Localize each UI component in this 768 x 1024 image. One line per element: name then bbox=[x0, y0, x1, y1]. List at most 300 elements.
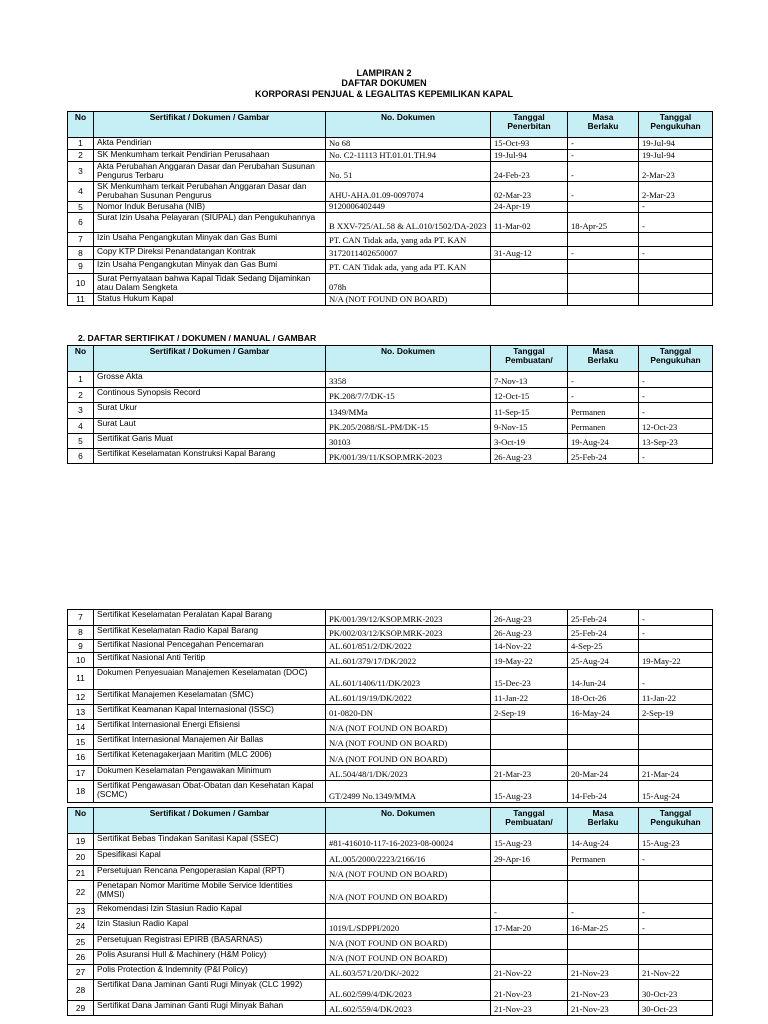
cell-date-endorsed bbox=[639, 866, 713, 881]
table-row bbox=[68, 935, 713, 950]
cell-document-name: Surat Pernyataan bahwa Kapal Tidak Sedang Dijaminkan atau Dalam Sengketa bbox=[94, 274, 326, 294]
table-row bbox=[68, 735, 713, 750]
cell-validity bbox=[568, 294, 639, 306]
cell-document-number: No. 51 bbox=[326, 162, 491, 182]
table-header-row bbox=[68, 808, 713, 834]
cell-date-endorsed: 2-Mar-23 bbox=[639, 162, 713, 182]
cell-document-number: AL.601/19/19/DK/2022 bbox=[326, 690, 491, 705]
col-header-doc-number: No. Dokumen bbox=[326, 808, 491, 834]
cell-date-endorsed: - bbox=[639, 904, 713, 919]
cell-no: 8 bbox=[68, 247, 94, 260]
cell-date-issued: 24-Feb-23 bbox=[491, 162, 568, 182]
cell-date-endorsed bbox=[639, 950, 713, 965]
cell-validity bbox=[568, 274, 639, 294]
cell-no: 27 bbox=[68, 965, 94, 980]
cell-date-issued: 15-Aug-23 bbox=[491, 781, 568, 803]
table-row bbox=[68, 866, 713, 881]
cell-document-name: Sertifikat Pengawasan Obat-Obatan dan Kesehatan Kapal (SCMC) bbox=[94, 781, 326, 803]
cell-date-issued: 02-Mar-23 bbox=[491, 182, 568, 202]
cell-no: 2 bbox=[68, 150, 94, 162]
cell-document-name: Sertifikat Keamanan Kapal Internasional (ISSC) bbox=[94, 705, 326, 720]
cell-document-number: AL.601/851/2/DK/2022 bbox=[326, 640, 491, 653]
cell-document-number: 1349/MMa bbox=[326, 403, 491, 419]
cell-date-issued: 24-Apr-19 bbox=[491, 202, 568, 213]
cell-document-name: Persetujuan Rencana Pengoperasian Kapal (RPT) bbox=[94, 866, 326, 881]
cell-validity: 14-Feb-24 bbox=[568, 781, 639, 803]
cell-document-name: Sertifikat Keselamatan Radio Kapal Barang bbox=[94, 626, 326, 640]
cell-document-number: No 68 bbox=[326, 138, 491, 150]
cell-no: 10 bbox=[68, 274, 94, 294]
cell-date-issued bbox=[491, 950, 568, 965]
table-sertifikat-3 bbox=[67, 807, 713, 1016]
cell-document-number: PK.208/7/7/DK-15 bbox=[326, 388, 491, 403]
cell-document-number: AL.602/559/4/DK/2023 bbox=[326, 1001, 491, 1016]
table-row bbox=[68, 434, 713, 449]
cell-date-issued: 26-Aug-23 bbox=[491, 449, 568, 464]
cell-document-name: Izin Usaha Pengangkutan Minyak dan Gas Bumi bbox=[94, 233, 326, 247]
cell-document-name: Polis Asuransi Hull & Machinery (H&M Policy) bbox=[94, 950, 326, 965]
cell-document-number: #81-416010-117-16-2023-08-00024 bbox=[326, 834, 491, 850]
cell-no: 12 bbox=[68, 690, 94, 705]
cell-document-number: PT. CAN Tidak ada, yang ada PT. KAN bbox=[326, 233, 491, 247]
cell-document-number: N/A (NOT FOUND ON BOARD) bbox=[326, 720, 491, 735]
table-row bbox=[68, 247, 713, 260]
cell-document-name: Spesifikasi Kapal bbox=[94, 850, 326, 866]
table-row bbox=[68, 904, 713, 919]
cell-no: 11 bbox=[68, 668, 94, 690]
col-header-date1: Tanggal Pembuatan/ bbox=[491, 346, 568, 372]
cell-no: 15 bbox=[68, 735, 94, 750]
col-header-name: Sertifikat / Dokumen / Gambar bbox=[94, 112, 326, 138]
table-row bbox=[68, 202, 713, 213]
cell-document-name: Surat Izin Usaha Pelayaran (SIUPAL) dan Pengukuhannya bbox=[94, 213, 326, 233]
cell-date-endorsed: 15-Aug-24 bbox=[639, 781, 713, 803]
cell-validity: 18-Oct-26 bbox=[568, 690, 639, 705]
cell-date-issued: 21-Nov-23 bbox=[491, 1001, 568, 1016]
cell-date-endorsed: 21-Nov-22 bbox=[639, 965, 713, 980]
cell-document-name: Copy KTP Direksi Penandatangan Kontrak bbox=[94, 247, 326, 260]
cell-no: 24 bbox=[68, 919, 94, 935]
cell-date-endorsed bbox=[639, 294, 713, 306]
cell-document-number: 3172011402650007 bbox=[326, 247, 491, 260]
col-header-doc-number: No. Dokumen bbox=[326, 112, 491, 138]
cell-validity: Permanen bbox=[568, 419, 639, 434]
cell-document-name: Sertifikat Ketenagakerjaan Maritim (MLC 2006) bbox=[94, 750, 326, 766]
cell-validity bbox=[568, 202, 639, 213]
cell-date-issued: 21-Mar-23 bbox=[491, 766, 568, 781]
cell-validity: 19-Aug-24 bbox=[568, 434, 639, 449]
cell-validity: 16-May-24 bbox=[568, 705, 639, 720]
cell-no: 19 bbox=[68, 834, 94, 850]
cell-no: 9 bbox=[68, 640, 94, 653]
cell-document-number: N/A (NOT FOUND ON BOARD) bbox=[326, 735, 491, 750]
cell-date-issued: 15-Aug-23 bbox=[491, 834, 568, 850]
cell-date-endorsed: - bbox=[639, 919, 713, 935]
cell-date-issued: 7-Nov-13 bbox=[491, 372, 568, 388]
cell-no: 14 bbox=[68, 720, 94, 735]
col-header-date1: Tanggal Pembuatan/ bbox=[491, 808, 568, 834]
cell-document-number: GT/2499 No.1349/MMA bbox=[326, 781, 491, 803]
table-row bbox=[68, 372, 713, 388]
col-header-date1: Tanggal Penerbitan bbox=[491, 112, 568, 138]
cell-document-number: 9120006402449 bbox=[326, 202, 491, 213]
table-row bbox=[68, 720, 713, 735]
cell-no: 16 bbox=[68, 750, 94, 766]
cell-validity bbox=[568, 866, 639, 881]
table-sertifikat-1 bbox=[67, 345, 713, 464]
cell-date-endorsed: 19-May-22 bbox=[639, 653, 713, 668]
table-row bbox=[68, 881, 713, 904]
cell-document-number: AL.601/1406/11/DK/2023 bbox=[326, 668, 491, 690]
table-row bbox=[68, 213, 713, 233]
cell-validity: 14-Aug-24 bbox=[568, 834, 639, 850]
table-korporasi bbox=[67, 111, 713, 306]
cell-no: 3 bbox=[68, 403, 94, 419]
cell-validity bbox=[568, 750, 639, 766]
cell-date-endorsed: - bbox=[639, 403, 713, 419]
cell-no: 6 bbox=[68, 449, 94, 464]
cell-document-name: Continous Synopsis Record bbox=[94, 388, 326, 403]
cell-date-issued bbox=[491, 881, 568, 904]
cell-document-number: AL.602/599/4/DK/2023 bbox=[326, 980, 491, 1001]
cell-date-issued: 11-Mar-02 bbox=[491, 213, 568, 233]
cell-date-issued: 29-Apr-16 bbox=[491, 850, 568, 866]
cell-date-endorsed: - bbox=[639, 372, 713, 388]
cell-document-name: Sertifikat Internasional Energi Efisiensi bbox=[94, 720, 326, 735]
cell-document-name: Sertifikat Keselamatan Peralatan Kapal Barang bbox=[94, 610, 326, 626]
cell-document-name: SK Menkumham terkait Pendirian Perusahaan bbox=[94, 150, 326, 162]
table-row bbox=[68, 610, 713, 626]
cell-document-number: N/A (NOT FOUND ON BOARD) bbox=[326, 950, 491, 965]
section-2-title: 2. DAFTAR SERTIFIKAT / DOKUMEN / MANUAL / GAMBAR bbox=[78, 333, 317, 343]
cell-no: 4 bbox=[68, 419, 94, 434]
cell-date-endorsed: 15-Aug-23 bbox=[639, 834, 713, 850]
cell-document-name: Sertifikat Bebas Tindakan Sanitasi Kapal (SSEC) bbox=[94, 834, 326, 850]
table-row bbox=[68, 138, 713, 150]
cell-document-name: Sertifikat Keselamatan Konstruksi Kapal Barang bbox=[94, 449, 326, 464]
cell-date-issued: 9-Nov-15 bbox=[491, 419, 568, 434]
cell-no: 4 bbox=[68, 182, 94, 202]
cell-date-issued: 14-Nov-22 bbox=[491, 640, 568, 653]
cell-date-endorsed bbox=[639, 750, 713, 766]
cell-no: 26 bbox=[68, 950, 94, 965]
table-row bbox=[68, 150, 713, 162]
cell-document-name: Rekomendasi Izin Stasiun Radio Kapal bbox=[94, 904, 326, 919]
col-header-no: No bbox=[68, 346, 94, 372]
cell-no: 13 bbox=[68, 705, 94, 720]
cell-validity: - bbox=[568, 904, 639, 919]
cell-date-issued: 26-Aug-23 bbox=[491, 626, 568, 640]
cell-validity: Permanen bbox=[568, 403, 639, 419]
cell-document-name: Sertifikat Manajemen Keselamatan (SMC) bbox=[94, 690, 326, 705]
cell-no: 8 bbox=[68, 626, 94, 640]
cell-date-endorsed: 30-Oct-23 bbox=[639, 980, 713, 1001]
cell-document-name: Persetujuan Registrasi EPIRB (BASARNAS) bbox=[94, 935, 326, 950]
cell-date-issued bbox=[491, 294, 568, 306]
cell-validity: 20-Mar-24 bbox=[568, 766, 639, 781]
cell-document-name: Sertifikat Dana Jaminan Ganti Rugi Minyak Bahan bbox=[94, 1001, 326, 1016]
cell-date-issued: 31-Aug-12 bbox=[491, 247, 568, 260]
cell-document-name: Polis Protection & Indemnity (P&I Policy) bbox=[94, 965, 326, 980]
cell-date-endorsed: 2-Sep-19 bbox=[639, 705, 713, 720]
cell-no: 20 bbox=[68, 850, 94, 866]
cell-date-issued: 17-Mar-20 bbox=[491, 919, 568, 935]
cell-no: 22 bbox=[68, 881, 94, 904]
cell-document-name: Nomor Induk Berusaha (NIB) bbox=[94, 202, 326, 213]
cell-document-number: AL.603/571/20/DK/-2022 bbox=[326, 965, 491, 980]
table-row bbox=[68, 233, 713, 247]
cell-validity: 25-Feb-24 bbox=[568, 449, 639, 464]
cell-document-name: Dokumen Penyesuaian Manajemen Keselamatan (DOC) bbox=[94, 668, 326, 690]
cell-validity: - bbox=[568, 372, 639, 388]
table-row bbox=[68, 260, 713, 274]
doc-title-line1: LAMPIRAN 2 bbox=[356, 68, 412, 78]
cell-no: 6 bbox=[68, 213, 94, 233]
cell-document-name: SK Menkumham terkait Perubahan Anggaran Dasar dan Perubahan Susunan Pengurus bbox=[94, 182, 326, 202]
cell-no: 1 bbox=[68, 372, 94, 388]
cell-no: 10 bbox=[68, 653, 94, 668]
cell-no: 17 bbox=[68, 766, 94, 781]
table-row bbox=[68, 182, 713, 202]
cell-document-number: No. C2-11113 HT.01.01.TH.94 bbox=[326, 150, 491, 162]
cell-no: 5 bbox=[68, 434, 94, 449]
cell-no: 3 bbox=[68, 162, 94, 182]
cell-date-issued bbox=[491, 935, 568, 950]
cell-document-name: Sertifikat Garis Muat bbox=[94, 434, 326, 449]
table-row bbox=[68, 690, 713, 705]
cell-document-number: 30103 bbox=[326, 434, 491, 449]
cell-date-endorsed bbox=[639, 640, 713, 653]
cell-date-endorsed bbox=[639, 233, 713, 247]
cell-validity bbox=[568, 720, 639, 735]
cell-date-endorsed: - bbox=[639, 213, 713, 233]
cell-no: 1 bbox=[68, 138, 94, 150]
cell-document-name: Akta Perubahan Anggaran Dasar dan Perubahan Susunan Pengurus Terbaru bbox=[94, 162, 326, 182]
table-row bbox=[68, 850, 713, 866]
cell-date-endorsed: - bbox=[639, 202, 713, 213]
cell-document-name: Sertifikat Nasional Pencegahan Pencemaran bbox=[94, 640, 326, 653]
cell-date-issued: 21-Nov-23 bbox=[491, 980, 568, 1001]
cell-document-name: Penetapan Nomor Maritime Mobile Service Identities (MMSI) bbox=[94, 881, 326, 904]
cell-validity: 16-Mar-25 bbox=[568, 919, 639, 935]
cell-validity: - bbox=[568, 182, 639, 202]
cell-no: 7 bbox=[68, 610, 94, 626]
cell-date-endorsed bbox=[639, 720, 713, 735]
cell-date-endorsed: - bbox=[639, 610, 713, 626]
cell-no: 23 bbox=[68, 904, 94, 919]
col-header-validity: Masa Berlaku bbox=[568, 112, 639, 138]
cell-document-number: 078h bbox=[326, 274, 491, 294]
table-sertifikat-2 bbox=[67, 609, 713, 803]
cell-document-number: AL.601/379/17/DK/2022 bbox=[326, 653, 491, 668]
cell-date-issued: 15-Oct-93 bbox=[491, 138, 568, 150]
cell-date-issued: 19-Jul-94 bbox=[491, 150, 568, 162]
cell-document-name: Sertifikat Dana Jaminan Ganti Rugi Minyak (CLC 1992) bbox=[94, 980, 326, 1001]
cell-date-issued: 12-Oct-15 bbox=[491, 388, 568, 403]
cell-date-endorsed bbox=[639, 274, 713, 294]
cell-validity bbox=[568, 881, 639, 904]
cell-no: 5 bbox=[68, 202, 94, 213]
cell-no: 28 bbox=[68, 980, 94, 1001]
col-header-name: Sertifikat / Dokumen / Gambar bbox=[94, 808, 326, 834]
cell-no: 25 bbox=[68, 935, 94, 950]
cell-no: 7 bbox=[68, 233, 94, 247]
cell-date-issued: 11-Jan-22 bbox=[491, 690, 568, 705]
table-row bbox=[68, 834, 713, 850]
cell-no: 18 bbox=[68, 781, 94, 803]
cell-no: 2 bbox=[68, 388, 94, 403]
cell-date-issued: 26-Aug-23 bbox=[491, 610, 568, 626]
cell-date-endorsed: 30-Oct-23 bbox=[639, 1001, 713, 1016]
cell-validity: - bbox=[568, 388, 639, 403]
table-row bbox=[68, 766, 713, 781]
cell-validity bbox=[568, 935, 639, 950]
table-header-row bbox=[68, 346, 713, 372]
cell-no: 9 bbox=[68, 260, 94, 274]
cell-date-endorsed: 19-Jul-94 bbox=[639, 138, 713, 150]
cell-validity bbox=[568, 260, 639, 274]
cell-date-endorsed bbox=[639, 935, 713, 950]
table-row bbox=[68, 965, 713, 980]
cell-document-number: N/A (NOT FOUND ON BOARD) bbox=[326, 294, 491, 306]
cell-date-issued: 15-Dec-23 bbox=[491, 668, 568, 690]
cell-validity bbox=[568, 735, 639, 750]
cell-document-name: Akta Pendirian bbox=[94, 138, 326, 150]
cell-date-issued: 21-Nov-22 bbox=[491, 965, 568, 980]
cell-document-name: Sertifikat Internasional Manajemen Air Ballas bbox=[94, 735, 326, 750]
col-header-validity: Masa Berlaku bbox=[568, 346, 639, 372]
cell-date-issued bbox=[491, 274, 568, 294]
cell-document-number: 01-0820-DN bbox=[326, 705, 491, 720]
cell-date-endorsed: 12-Oct-23 bbox=[639, 419, 713, 434]
cell-document-number: AL.504/48/1/DK/2023 bbox=[326, 766, 491, 781]
cell-validity: 25-Feb-24 bbox=[568, 626, 639, 640]
cell-validity: 25-Feb-24 bbox=[568, 610, 639, 626]
cell-validity: 21-Nov-23 bbox=[568, 1001, 639, 1016]
table-row bbox=[68, 626, 713, 640]
cell-date-endorsed bbox=[639, 881, 713, 904]
cell-validity: 14-Jun-24 bbox=[568, 668, 639, 690]
table-row bbox=[68, 640, 713, 653]
cell-document-number: PK/001/39/12/KSOP.MRK-2023 bbox=[326, 610, 491, 626]
cell-document-number: PK.205/2088/SL-PM/DK-15 bbox=[326, 419, 491, 434]
col-header-date2: Tanggal Pengukuhan bbox=[639, 112, 713, 138]
cell-date-endorsed: - bbox=[639, 388, 713, 403]
table-row bbox=[68, 980, 713, 1001]
cell-date-issued bbox=[491, 866, 568, 881]
cell-validity: 18-Apr-25 bbox=[568, 213, 639, 233]
cell-document-number: AHU-AHA.01.09-0097074 bbox=[326, 182, 491, 202]
cell-document-number: AL.005/2000/2223/2166/16 bbox=[326, 850, 491, 866]
cell-date-issued: 2-Sep-19 bbox=[491, 705, 568, 720]
cell-date-endorsed: - bbox=[639, 668, 713, 690]
cell-document-number: 3358 bbox=[326, 372, 491, 388]
cell-document-number: N/A (NOT FOUND ON BOARD) bbox=[326, 866, 491, 881]
cell-document-number: PT. CAN Tidak ada, yang ada PT. KAN bbox=[326, 260, 491, 274]
table-row bbox=[68, 653, 713, 668]
cell-document-number: N/A (NOT FOUND ON BOARD) bbox=[326, 881, 491, 904]
col-header-doc-number: No. Dokumen bbox=[326, 346, 491, 372]
cell-date-issued bbox=[491, 720, 568, 735]
cell-validity: - bbox=[568, 247, 639, 260]
cell-date-endorsed: 11-Jan-22 bbox=[639, 690, 713, 705]
cell-date-endorsed bbox=[639, 260, 713, 274]
cell-date-issued: - bbox=[491, 904, 568, 919]
cell-document-number: N/A (NOT FOUND ON BOARD) bbox=[326, 935, 491, 950]
col-header-date2: Tanggal Pengukuhan bbox=[639, 808, 713, 834]
table-row bbox=[68, 781, 713, 803]
col-header-no: No bbox=[68, 112, 94, 138]
cell-date-endorsed: 19-Jul-94 bbox=[639, 150, 713, 162]
cell-date-issued bbox=[491, 735, 568, 750]
table-row bbox=[68, 388, 713, 403]
table-row bbox=[68, 750, 713, 766]
cell-validity: - bbox=[568, 162, 639, 182]
cell-date-endorsed: - bbox=[639, 850, 713, 866]
table-row bbox=[68, 919, 713, 935]
cell-document-name: Grosse Akta bbox=[94, 372, 326, 388]
col-header-date2: Tanggal Pengukuhan bbox=[639, 346, 713, 372]
table-row bbox=[68, 950, 713, 965]
cell-document-name: Dokumen Keselamatan Pengawakan Minimum bbox=[94, 766, 326, 781]
cell-validity bbox=[568, 233, 639, 247]
cell-date-issued: 3-Oct-19 bbox=[491, 434, 568, 449]
cell-document-name: Sertifikat Nasional Anti Teritip bbox=[94, 653, 326, 668]
cell-validity: 21-Nov-23 bbox=[568, 965, 639, 980]
cell-no: 21 bbox=[68, 866, 94, 881]
cell-date-endorsed: - bbox=[639, 449, 713, 464]
cell-document-number: PK/001/39/11/KSOP.MRK-2023 bbox=[326, 449, 491, 464]
cell-date-endorsed: 21-Mar-24 bbox=[639, 766, 713, 781]
cell-no: 29 bbox=[68, 1001, 94, 1016]
cell-date-endorsed: - bbox=[639, 626, 713, 640]
doc-title-line3: KORPORASI PENJUAL & LEGALITAS KEPEMILIKAN KAPAL bbox=[254, 89, 514, 99]
cell-date-endorsed: 2-Mar-23 bbox=[639, 182, 713, 202]
cell-document-number: N/A (NOT FOUND ON BOARD) bbox=[326, 750, 491, 766]
col-header-no: No bbox=[68, 808, 94, 834]
cell-document-name: Status Hukum Kapal bbox=[94, 294, 326, 306]
table-row bbox=[68, 294, 713, 306]
cell-document-number: 1019/L/SDPPI/2020 bbox=[326, 919, 491, 935]
cell-document-number: B XXV-725/AL.58 & AL.010/1502/DA-2023 bbox=[326, 213, 491, 233]
cell-validity bbox=[568, 950, 639, 965]
cell-date-endorsed: 13-Sep-23 bbox=[639, 434, 713, 449]
cell-validity: 4-Sep-25 bbox=[568, 640, 639, 653]
cell-validity: 25-Aug-24 bbox=[568, 653, 639, 668]
cell-validity: - bbox=[568, 150, 639, 162]
cell-document-name: Izin Usaha Pengangkutan Minyak dan Gas Bumi bbox=[94, 260, 326, 274]
table-row bbox=[68, 449, 713, 464]
cell-document-name: Surat Laut bbox=[94, 419, 326, 434]
table-row bbox=[68, 274, 713, 294]
cell-date-issued bbox=[491, 750, 568, 766]
cell-document-number bbox=[326, 904, 491, 919]
cell-validity: Permanen bbox=[568, 850, 639, 866]
table-row bbox=[68, 1001, 713, 1016]
cell-validity: 21-Nov-23 bbox=[568, 980, 639, 1001]
cell-date-issued: 11-Sep-15 bbox=[491, 403, 568, 419]
cell-document-number: PK/002/03/12/KSOP.MRK-2023 bbox=[326, 626, 491, 640]
cell-no: 11 bbox=[68, 294, 94, 306]
doc-title-line2: DAFTAR DOKUMEN bbox=[341, 78, 427, 88]
cell-document-name: Izin Stasiun Radio Kapal bbox=[94, 919, 326, 935]
table-row bbox=[68, 705, 713, 720]
table-row bbox=[68, 403, 713, 419]
col-header-name: Sertifikat / Dokumen / Gambar bbox=[94, 346, 326, 372]
cell-document-name: Surat Ukur bbox=[94, 403, 326, 419]
col-header-validity: Masa Berlaku bbox=[568, 808, 639, 834]
table-row bbox=[68, 668, 713, 690]
